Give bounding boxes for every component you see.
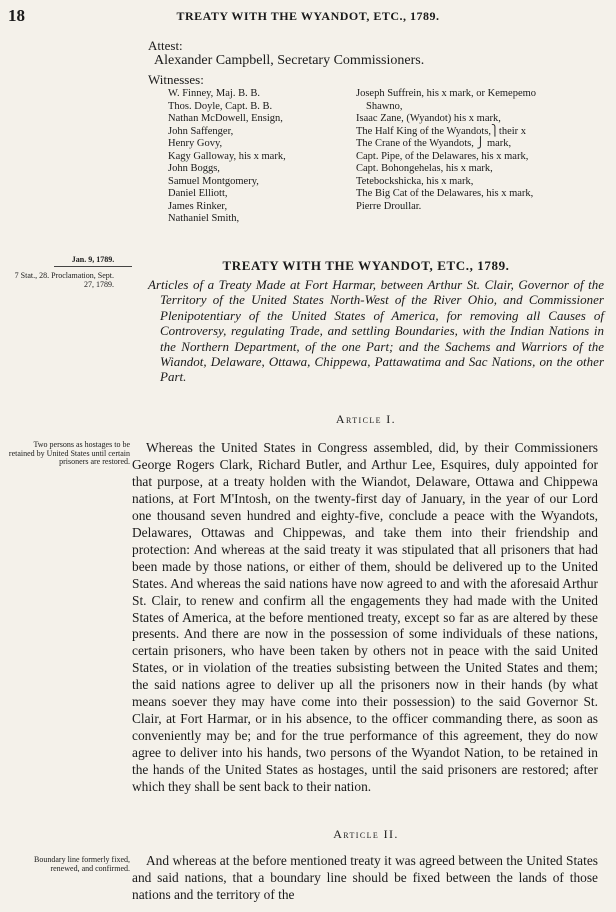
witness-name: Henry Govy, <box>168 138 223 149</box>
article-1-heading: Article I. <box>335 412 397 426</box>
witness-name: The Crane of the Wyandots, ⎭ mark, <box>356 138 512 149</box>
witnesses-right-column <box>356 88 536 213</box>
witness-name: Capt. Bohongehelas, his x mark, <box>356 163 493 174</box>
article-2-heading: Article II. <box>333 827 399 841</box>
witness-name: The Big Cat of the Delawares, his x mark, <box>356 188 534 199</box>
margin-note-statute: 7 Stat., 28. Proclamation, Sept. 27, 1789. <box>14 271 114 289</box>
margin-note-date: Jan. 9, 1789. <box>54 256 132 267</box>
witnesses-label: Witnesses: <box>148 72 204 87</box>
witness-name: Pierre Droullar. <box>356 200 422 212</box>
witness-name: Nathaniel Smith, <box>168 213 240 224</box>
witness-name: The Half King of the Wyandots,⎫their x <box>356 125 527 137</box>
witness-name: Tetebockshicka, his x mark, <box>356 175 474 187</box>
article-1-text: Whereas the United States in Congress assembled, did, by their Commissioners George Rogers Clark, Richard Butler, and Arthur Lee, Esquires, duly appointed for that purpose, at a treaty holden with the Wiandot, Delaware, Ottawa and Chippewa nations, at Fort M'Intosh, on the twenty-first day of January, in the year of our Lord one thousand seven hundred and eighty-five, conclude a peace with the Wyandots, Delawares, Ottawas and Chippewas, and take them into their friendship and protection: And whereas at the said treaty it was stipulated that all prisoners that had been made by those nations, or either of them, should be delivered up to the United States. And whereas the said nations have now agreed to and with the aforesaid Arthur St. Clair, to renew and confirm all the engagements they had made with the United States of America, at the before mentioned treaty, except so far as are altered by these presents. And there are now in the possession of some individuals of these nations, certain prisoners, who have been taken by others not in peace with the said United States, or in violation of the treaties subsisting between the United States and them; the said nations agree to deliver up all the prisoners now in their hands (by what means soever they may have come into their possession) to the said Governor St. Clair, at Fort Harmar, or in his absence, to the officer commanding there, as soon as conveniently may be; and for the true performance of this agreement, they do now agree to deliver into his hands, two persons of the Wyandot Nation, to be retained in the hands of the United States as hostages, until the said prisoners are restored; after which they shall be sent back to their nation. <box>132 440 598 795</box>
attest-signer: Alexander Campbell, Secretary Commissioners. <box>154 53 425 68</box>
article-2-text: And whereas at the before mentioned treaty it was agreed between the United States and said nations, that a boundary line should be fixed between the lands of those nations and the territory of the <box>132 853 598 902</box>
witness-name: Samuel Montgomery, <box>168 175 259 187</box>
witnesses-left-column <box>168 88 286 226</box>
witness-name: Isaac Zane, (Wyandot) his x mark, <box>356 113 501 124</box>
attest-label: Attest: <box>148 38 183 53</box>
attest-block <box>148 38 424 68</box>
witness-name: Kagy Galloway, his x mark, <box>168 150 286 162</box>
treaty-title: TREATY WITH THE WYANDOT, ETC., 1789. <box>222 258 510 273</box>
witness-name: John Boggs, <box>168 163 220 174</box>
margin-note-hostages: Two persons as hostages to be retained by United States until certain prisoners are restored. <box>8 440 130 467</box>
treaty-preamble: Articles of a Treaty Made at Fort Harmar, between Arthur St. Clair, Governor of the Territory of the United States North-West of the River Ohio, and Commissioner Plenipotentiary of the United States of America, for removing all Causes of Controversy, regulating Trade, and settling Boundaries, with the Indian Nations in the Northern Department, of the one Part; and the Sachems and Warriors of the Wiandot, Delaware, Ottawa, Chippewa, Pattawatima and Sac Nations, on the other Part. <box>148 277 604 385</box>
running-head <box>8 6 608 28</box>
running-title: TREATY WITH THE WYANDOT, ETC., 1789. <box>176 9 440 23</box>
margin-note-boundary: Boundary line formerly fixed, renewed, and confirmed. <box>34 855 130 873</box>
witness-name: Thos. Doyle, Capt. B. B. <box>168 100 273 112</box>
witness-name: Nathan McDowell, Ensign, <box>168 113 283 124</box>
witness-name: Capt. Pipe, of the Delawares, his x mark, <box>356 150 529 162</box>
witness-name: Daniel Elliott, <box>168 188 228 199</box>
witness-name: John Saffenger, <box>168 125 234 137</box>
witness-name: Shawno, <box>366 100 403 112</box>
page-number: 18 <box>8 6 25 25</box>
witness-name: James Rinker, <box>168 200 228 212</box>
witness-name: W. Finney, Maj. B. B. <box>168 88 260 99</box>
witness-name: Joseph Suffrein, his x mark, or Kemepemo <box>356 88 537 99</box>
